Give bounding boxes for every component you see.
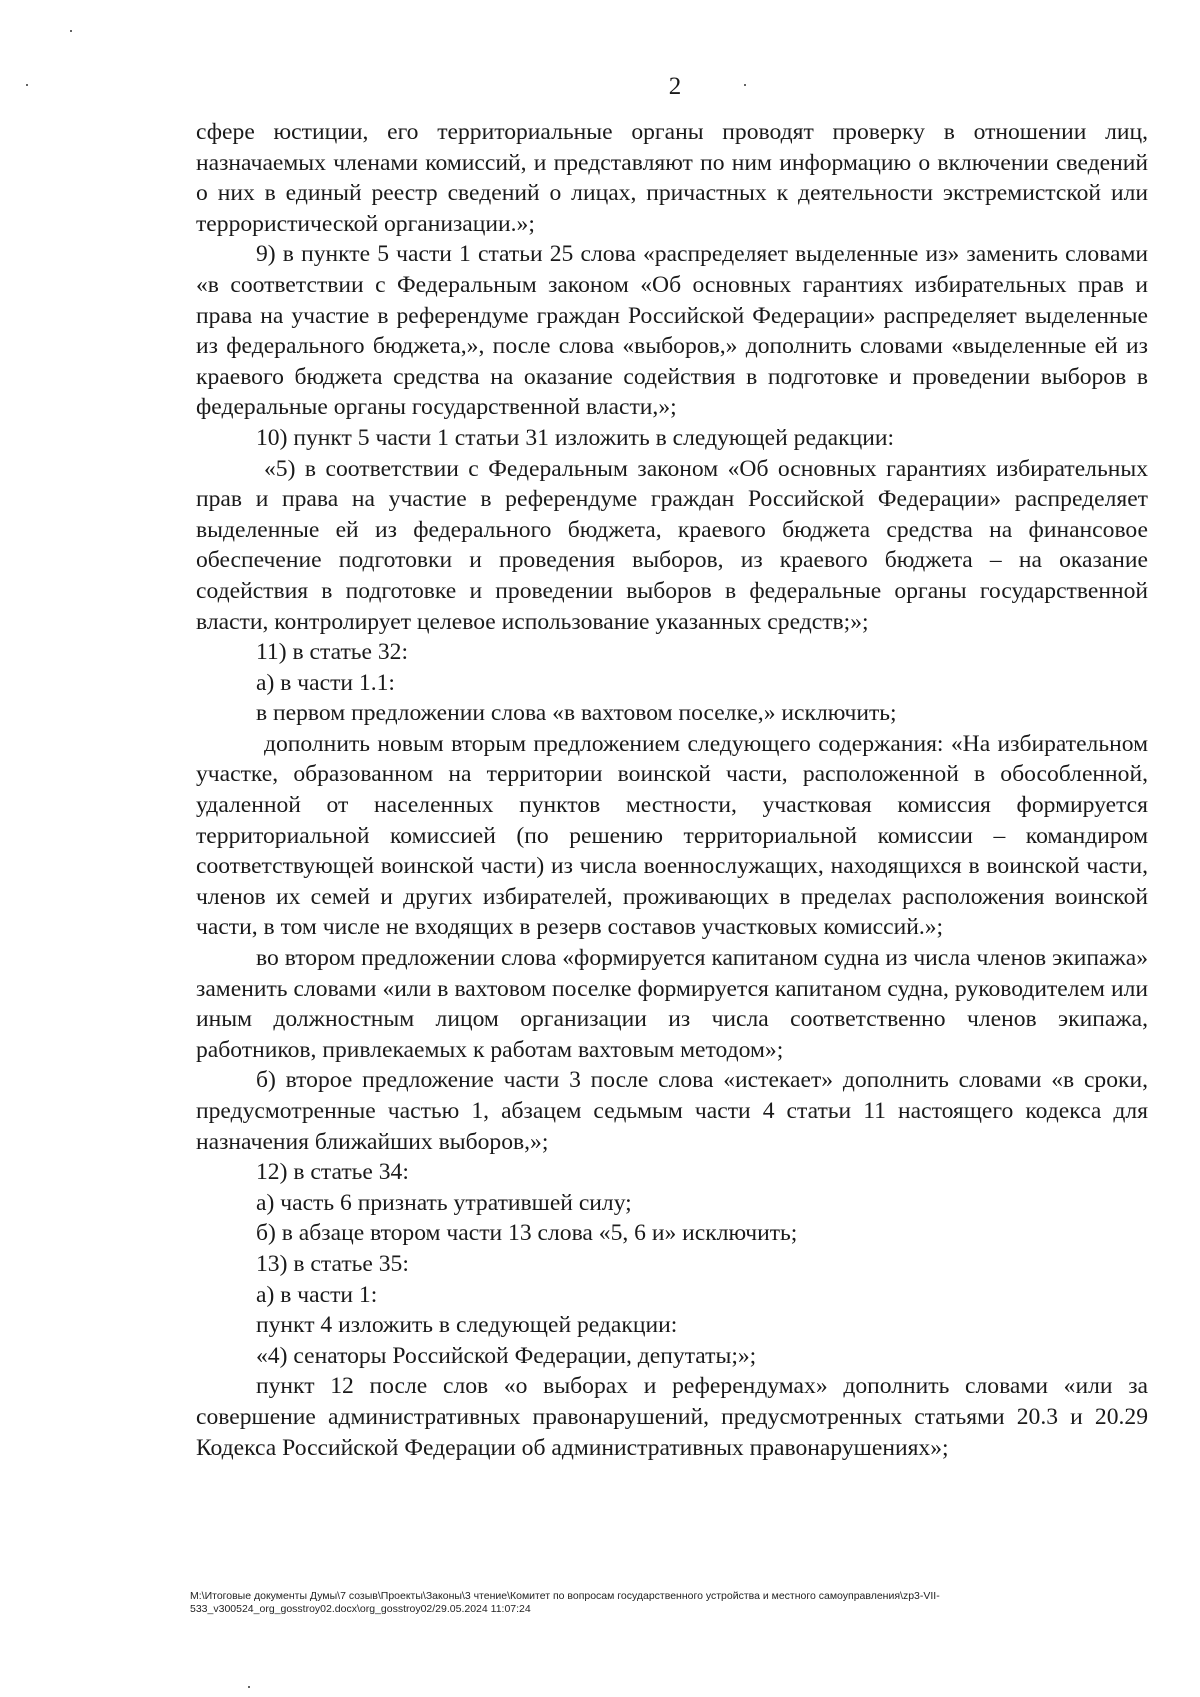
scan-speck — [248, 1686, 250, 1688]
paragraph: 9) в пункте 5 части 1 статьи 25 слова «распределяет выделенные из» заменить словами «в соответствии с Федеральным законом «Об основных гарантиях избирательных прав и права на участие в референдуме граждан Российской Федерации» распределяет выделенные из федерального бюджета,», после слова «выборов,» дополнить словами «выделенные ей из краевого бюджета средства на оказание содействия в подготовке и проведении выборов в федеральные органы государственной власти,»; — [196, 241, 1148, 421]
paragraph: б) в абзаце втором части 13 слова «5, 6 и» исключить; — [256, 1220, 798, 1247]
document-body — [196, 117, 1148, 1463]
paragraph: б) второе предложение части 3 после слова «истекает» дополнить словами «в сроки, предусмотренные частью 1, абзацем седьмым части 4 статьи 11 настоящего кодекса для назначения ближайших выборов,»; — [196, 1067, 1148, 1155]
scan-speck — [70, 30, 72, 32]
paragraph: 12) в статье 34: — [256, 1159, 409, 1186]
paragraph: 11) в статье 32: — [256, 639, 409, 666]
footer-file-path: M:\Итоговые документы Думы\7 созыв\Проекты\Законы\3 чтение\Комитет по вопросам государственного устройства и местного самоуправления\zp3-VII-533_v300524_org_gosstroy02.docx\org_gosstroy02/29.05.2024 11:07:24 — [190, 1590, 940, 1615]
paragraph: во втором предложении слова «формируется капитаном судна из числа членов экипажа» заменить словами «или в вахтовом поселке формируется капитаном судна, руководителем или иным должностным лицом организации из числа соответственно членов экипажа, работников, привлекаемых к работам вахтовым методом»; — [196, 945, 1148, 1063]
paragraph: дополнить новым вторым предложением следующего содержания: «На избирательном участке, образованном на территории воинской части, расположенной в обособленной, удаленной от населенных пунктов местности, участковая комиссия формируется территориальной комиссией (по решению территориальной комиссии – командиром соответствующей воинской части) из числа военнослужащих, находящихся в воинской части, членов их семей и других избирателей, проживающих в пределах расположения воинской части, в том числе не входящих в резерв составов участковых комиссий.»; — [196, 730, 1148, 941]
paragraph: пункт 4 изложить в следующей редакции: — [256, 1312, 678, 1339]
paragraph: а) часть 6 признать утратившей силу; — [256, 1189, 632, 1216]
paragraph: в первом предложении слова «в вахтовом поселке,» исключить; — [256, 700, 897, 727]
paragraph: 13) в статье 35: — [256, 1250, 409, 1277]
paragraph: 10) пункт 5 части 1 статьи 31 изложить в следующей редакции: — [256, 424, 895, 451]
paragraph: «5) в соответствии с Федеральным законом «Об основных гарантиях избирательных прав и права на участие в референдуме граждан Российской Федерации» распределяет выделенные ей из федерального бюджета, краевого бюджета средства на финансовое обеспечение подготовки и проведения выборов, из краевого бюджета – на оказание содействия в подготовке и проведении выборов в федеральные органы государственной власти, контролирует целевое использование указанных средств;»; — [196, 455, 1148, 635]
page-number: 2 — [668, 73, 682, 100]
paragraph: пункт 12 после слов «о выборах и референдумах» дополнить словами «или за совершение административных правонарушений, предусмотренных статьями 20.3 и 20.29 Кодекса Российской Федерации об административных правонарушениях»; — [196, 1373, 1148, 1461]
paragraph: а) в части 1.1: — [256, 669, 395, 696]
paragraph: сфере юстиции, его территориальные органы проводят проверку в отношении лиц, назначаемых членами комиссий, и представляют по ним информацию о включении сведений о них в единый реестр сведений о лицах, причастных к деятельности экстремистской или террористической организации.»; — [196, 119, 1148, 237]
paragraph: а) в части 1: — [256, 1281, 378, 1308]
paragraph: «4) сенаторы Российской Федерации, депутаты;»; — [256, 1342, 757, 1369]
